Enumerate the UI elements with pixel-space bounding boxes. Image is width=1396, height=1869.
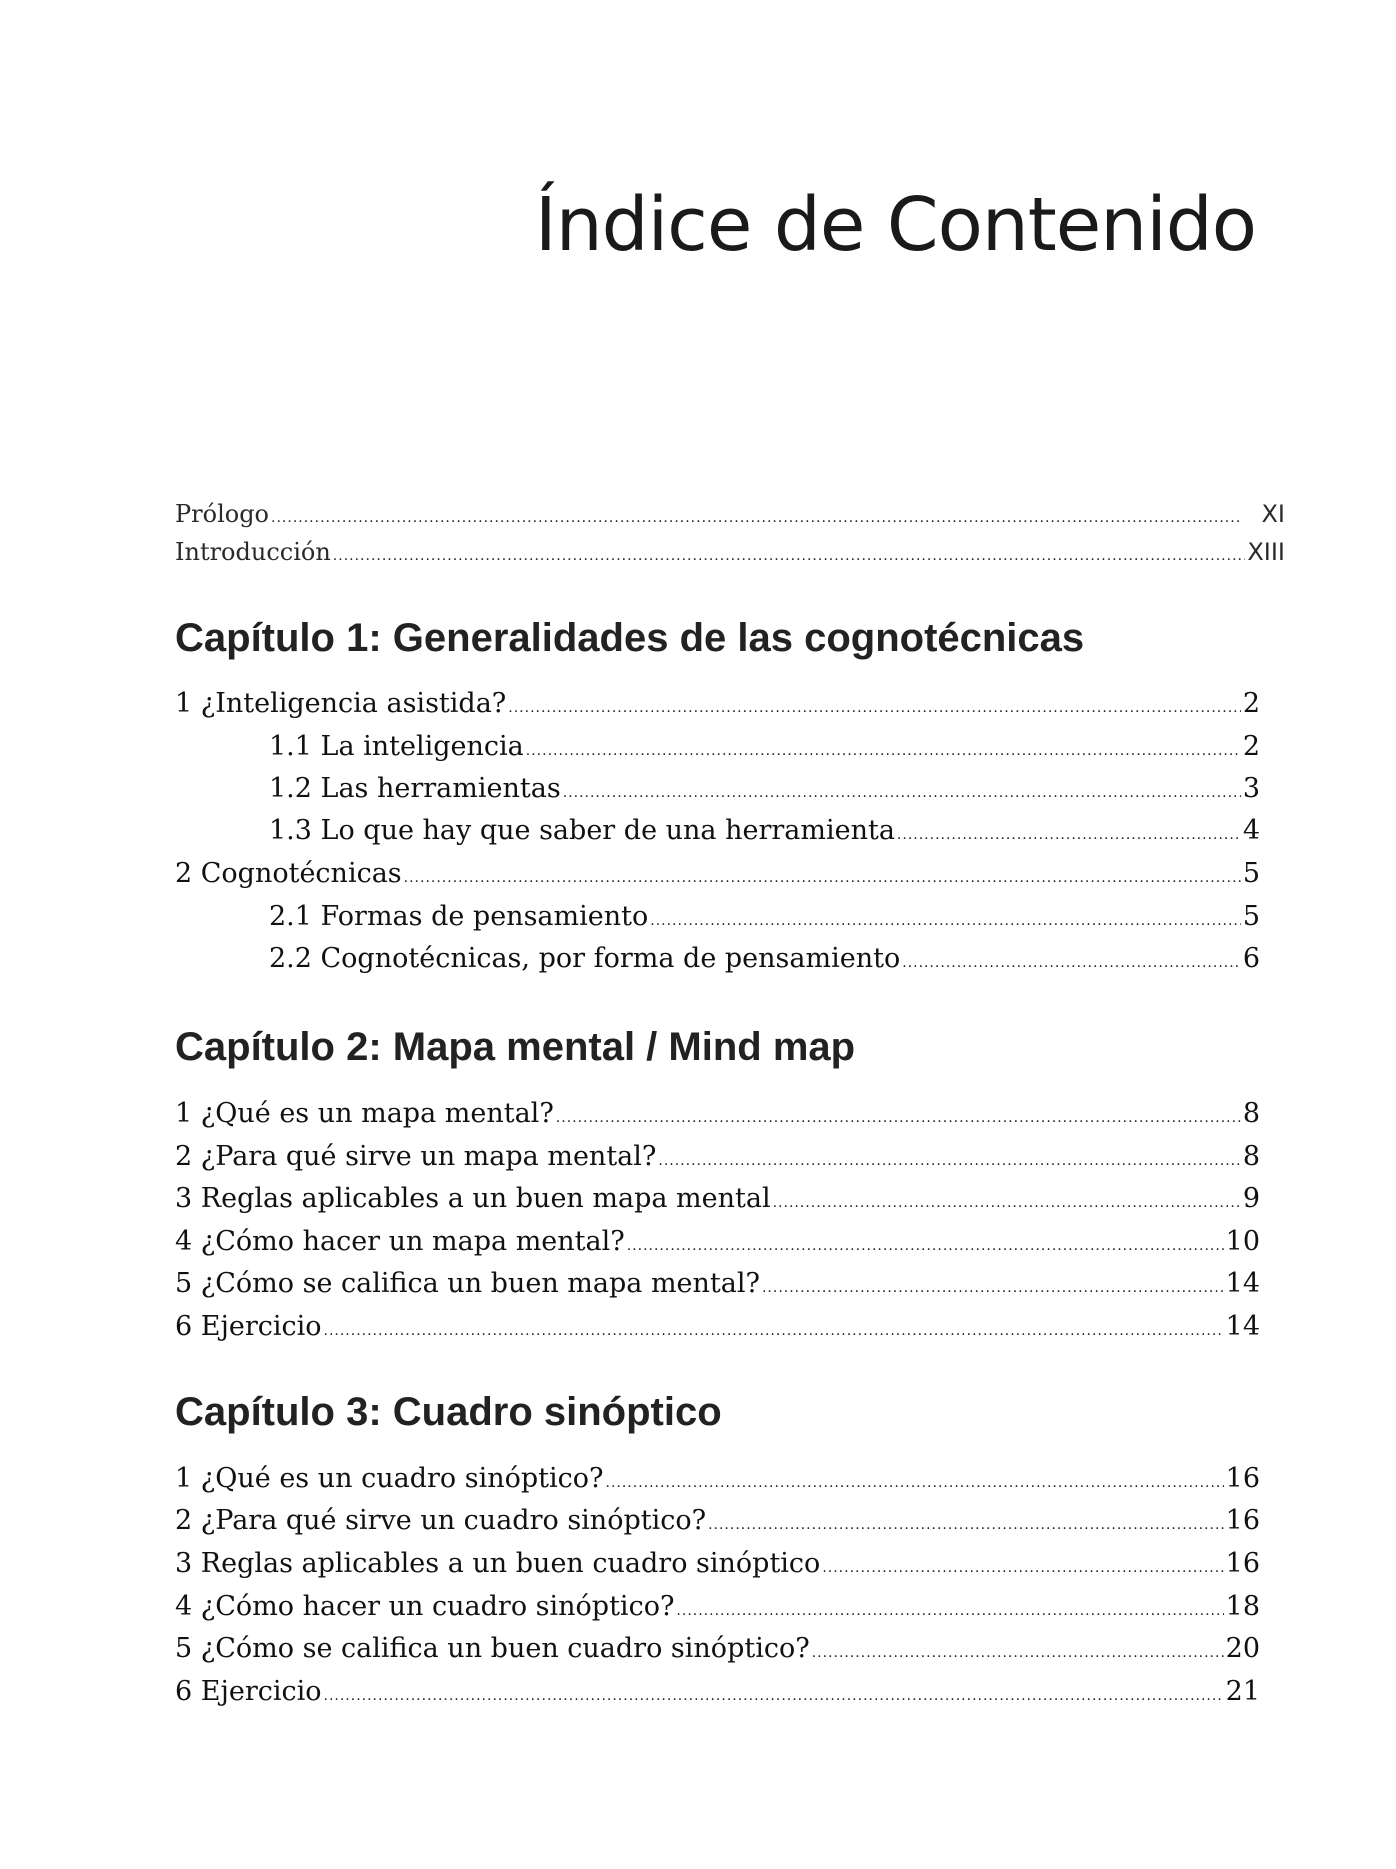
- dot-leader: [556, 1110, 1241, 1126]
- toc-entry[interactable]: [175, 1226, 1260, 1257]
- dot-leader: [650, 913, 1241, 929]
- toc-entry-label: 2.2 Cognotécnicas, por forma de pensamiento: [269, 943, 901, 974]
- dot-leader: [897, 827, 1241, 843]
- chapter-heading: Capítulo 3: Cuadro sinóptico: [175, 1390, 722, 1434]
- toc-entry-label: 4 ¿Cómo hacer un cuadro sinóptico?: [175, 1591, 675, 1622]
- toc-entry-page: 2: [1242, 688, 1260, 719]
- toc-entry-page: 20: [1225, 1633, 1260, 1664]
- dot-leader: [333, 548, 1246, 564]
- toc-entry-page: 5: [1242, 858, 1260, 889]
- toc-entry-label: 5 ¿Cómo se califica un buen mapa mental?: [175, 1268, 760, 1299]
- dot-leader: [773, 1195, 1241, 1211]
- toc-entry-label: 1 ¿Inteligencia asistida?: [175, 688, 507, 719]
- toc-entry-label: 1.2 Las herramientas: [269, 773, 561, 804]
- toc-entry[interactable]: [175, 1548, 1260, 1579]
- dot-leader: [324, 1688, 1224, 1704]
- dot-leader: [658, 1153, 1240, 1169]
- toc-entry-page: 6: [1242, 943, 1260, 974]
- toc-entry-label: 1 ¿Qué es un mapa mental?: [175, 1098, 554, 1129]
- toc-entry-label: 6 Ejercicio: [175, 1311, 322, 1342]
- toc-entry-page: 4: [1242, 815, 1260, 846]
- dot-leader: [676, 1603, 1223, 1619]
- dot-leader: [812, 1645, 1224, 1661]
- dot-leader: [271, 510, 1239, 526]
- toc-entry[interactable]: [269, 773, 1260, 804]
- toc-entry-label: 1.3 Lo que hay que saber de una herramienta: [269, 815, 895, 846]
- toc-entry[interactable]: [175, 858, 1260, 889]
- toc-entry-label: 3 Reglas aplicables a un buen cuadro sinóptico: [175, 1548, 821, 1579]
- dot-leader: [708, 1517, 1224, 1533]
- toc-entry[interactable]: [175, 1183, 1260, 1214]
- toc-entry-label: 6 Ejercicio: [175, 1676, 322, 1707]
- toc-entry-page: 8: [1242, 1141, 1260, 1172]
- toc-entry-label: Prólogo: [175, 500, 270, 528]
- toc-entry-prologo[interactable]: [175, 500, 1285, 528]
- toc-entry-page: 10: [1225, 1226, 1260, 1257]
- dot-leader: [822, 1560, 1223, 1576]
- toc-entry-label: 2 ¿Para qué sirve un cuadro sinóptico?: [175, 1505, 707, 1536]
- toc-entry[interactable]: [175, 1311, 1260, 1342]
- toc-entry[interactable]: [175, 688, 1260, 719]
- toc-entry-page: 9: [1242, 1183, 1260, 1214]
- toc-entry-label: 2.1 Formas de pensamiento: [269, 901, 649, 932]
- toc-entry-page: 14: [1225, 1311, 1260, 1342]
- toc-entry-page: XIII: [1247, 538, 1285, 566]
- toc-entry-page: 8: [1242, 1098, 1260, 1129]
- dot-leader: [526, 743, 1241, 759]
- dot-leader: [563, 785, 1241, 801]
- toc-entry-page: 18: [1225, 1591, 1260, 1622]
- toc-entry-label: 2 Cognotécnicas: [175, 858, 402, 889]
- toc-entry[interactable]: [269, 943, 1260, 974]
- chapter-heading: Capítulo 2: Mapa mental / Mind map: [175, 1025, 856, 1069]
- dot-leader: [508, 700, 1241, 716]
- toc-entry-page: 16: [1225, 1548, 1260, 1579]
- toc-entry-label: 2 ¿Para qué sirve un mapa mental?: [175, 1141, 657, 1172]
- toc-entry-label: 1.1 La inteligencia: [269, 731, 524, 762]
- toc-entry-page: 16: [1225, 1505, 1260, 1536]
- toc-entry-label: 1 ¿Qué es un cuadro sinóptico?: [175, 1463, 604, 1494]
- toc-entry[interactable]: [269, 815, 1260, 846]
- dot-leader: [606, 1475, 1224, 1491]
- toc-entry[interactable]: [175, 1463, 1260, 1494]
- toc-entry-label: 5 ¿Cómo se califica un buen cuadro sinóptico?: [175, 1633, 810, 1664]
- toc-entry-label: 4 ¿Cómo hacer un mapa mental?: [175, 1226, 625, 1257]
- toc-entry[interactable]: [175, 1268, 1260, 1299]
- toc-entry-label: Introducción: [175, 538, 331, 566]
- toc-entry-page: 3: [1242, 773, 1260, 804]
- toc-entry-page: 14: [1225, 1268, 1260, 1299]
- page-title: Índice de Contenido: [534, 182, 1256, 268]
- chapter-heading: Capítulo 1: Generalidades de las cognotécnicas: [175, 616, 1085, 660]
- toc-entry[interactable]: [175, 1633, 1260, 1664]
- toc-entry-page: 16: [1225, 1463, 1260, 1494]
- dot-leader: [404, 870, 1241, 886]
- toc-entry[interactable]: [175, 1098, 1260, 1129]
- toc-entry-page: 21: [1225, 1676, 1260, 1707]
- dot-leader: [762, 1280, 1224, 1296]
- dot-leader: [324, 1323, 1224, 1339]
- toc-entry-label: 3 Reglas aplicables a un buen mapa mental: [175, 1183, 771, 1214]
- toc-entry[interactable]: [175, 1676, 1260, 1707]
- toc-entry-page: 2: [1242, 731, 1260, 762]
- toc-entry-introduccion[interactable]: [175, 538, 1285, 566]
- toc-entry[interactable]: [269, 901, 1260, 932]
- toc-entry[interactable]: [175, 1591, 1260, 1622]
- toc-entry[interactable]: [175, 1505, 1260, 1536]
- toc-entry-page: 5: [1242, 901, 1260, 932]
- toc-entry-page: XI: [1261, 500, 1285, 528]
- toc-entry[interactable]: [175, 1141, 1260, 1172]
- dot-leader: [902, 955, 1241, 971]
- toc-entry[interactable]: [269, 731, 1260, 762]
- dot-leader: [627, 1238, 1224, 1254]
